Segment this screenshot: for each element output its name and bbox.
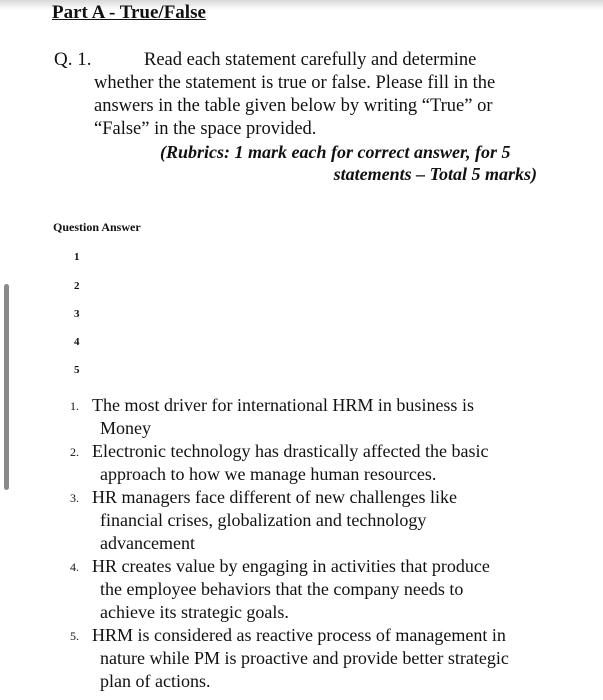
statement-text: approach to how we manage human resources. bbox=[100, 464, 437, 484]
statement-number: 4. bbox=[70, 560, 79, 574]
rubric-text: statements – Total 5 marks) bbox=[333, 164, 537, 184]
instruction-line: answers in the table given below by writing “True” or bbox=[94, 96, 493, 116]
instruction-line: “False” in the space provided. bbox=[94, 119, 317, 139]
statement-text: plan of actions. bbox=[100, 671, 211, 691]
instruction-line: Read each statement carefully and determine bbox=[144, 50, 477, 70]
statement-text: HR creates value by engaging in activities that produce bbox=[92, 556, 490, 576]
statement-item bbox=[70, 555, 550, 624]
section-title: Part A - True/False bbox=[52, 2, 206, 23]
statement-text: Money bbox=[100, 418, 151, 438]
statement-text: the employee behaviors that the company needs to bbox=[100, 579, 464, 599]
statement-text: financial crises, globalization and technology bbox=[100, 510, 427, 530]
instruction-line: whether the statement is true or false. Please fill in the bbox=[94, 73, 496, 93]
statement-number: 1. bbox=[70, 399, 79, 413]
answer-row: 3 bbox=[74, 308, 80, 320]
statement-text: HR managers face different of new challenges like bbox=[92, 487, 458, 507]
statement-text: advancement bbox=[100, 533, 195, 553]
question-number: Q. 1. bbox=[54, 49, 92, 70]
statement-number: 3. bbox=[70, 491, 79, 505]
statement-text: nature while PM is proactive and provide better strategic bbox=[100, 648, 509, 668]
statement-text: achieve its strategic goals. bbox=[100, 602, 289, 622]
answer-row: 4 bbox=[74, 336, 80, 348]
statement-item bbox=[70, 486, 550, 555]
question-instructions bbox=[94, 49, 548, 141]
answer-row: 1 bbox=[74, 251, 80, 263]
statement-number: 2. bbox=[70, 445, 79, 459]
statement-text: The most driver for international HRM in business is bbox=[92, 395, 474, 415]
rubric-text: (Rubrics: 1 mark each for correct answer, for 5 bbox=[160, 142, 511, 162]
statement-item bbox=[70, 394, 550, 440]
statement-item bbox=[70, 624, 550, 693]
statement-list bbox=[70, 394, 550, 693]
answer-table-header: Question Answer bbox=[53, 220, 141, 234]
scrollbar-thumb[interactable] bbox=[4, 284, 9, 490]
statement-number: 5. bbox=[70, 629, 79, 643]
statement-text: Electronic technology has drastically affected the basic bbox=[92, 441, 489, 461]
answer-row: 5 bbox=[74, 364, 80, 376]
answer-row: 2 bbox=[74, 280, 80, 292]
statement-text: HRM is considered as reactive process of management in bbox=[92, 625, 506, 645]
statement-item bbox=[70, 440, 550, 486]
